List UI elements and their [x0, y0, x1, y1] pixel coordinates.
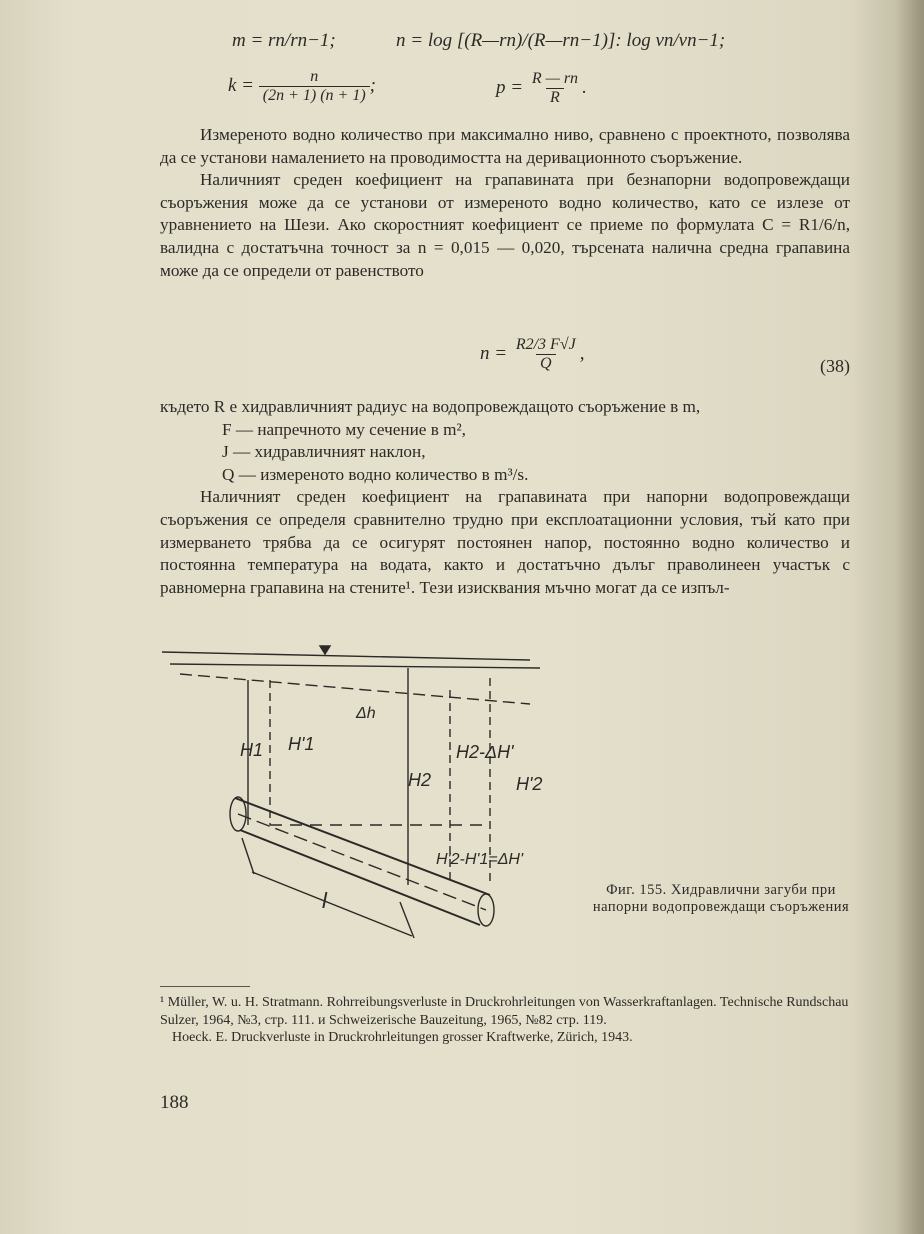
footnote-rule [160, 986, 250, 987]
equation-38-denominator: Q [536, 354, 556, 373]
body-text-middle [160, 396, 850, 599]
equation-38: n = $\frac{R2/3 F√J}{Q}$ , [480, 336, 585, 372]
definition-Q: Q — измереното водно количество в m³/s. [222, 464, 529, 484]
paragraph-2: Наличният среден коефициент на грапавината при безнапорни водопровеждащи съоръжения може да се установи от измереното водно количество, като се излезе от уравнението на Шези. Ако скоростният коефициент се приеме по формулата C = R1/6/n, валидна с достатъчна точност за n = 0,015 — 0,020, търсената налична средна грапавина може да се определи от равенството [160, 170, 850, 280]
formula-k: k = $\frac{n}{(2n + 1) (n + 1)}$ ; [228, 68, 376, 104]
length-extension-left [242, 838, 254, 874]
formula-p-lhs: p = [496, 76, 524, 98]
page-number: 188 [160, 1092, 189, 1113]
definitions-lead: където R е хидравличният радиус на водопровеждащото съоръжение в m, [160, 397, 701, 416]
formula-p-numerator: R — rn [531, 70, 579, 87]
formula-m: m = rn/rn−1; [232, 30, 336, 51]
length-dimension-line [252, 872, 412, 936]
formula-p-denominator: R [546, 88, 564, 107]
definition-J: J — хидравличният наклон, [222, 442, 426, 462]
page-spine-shadow [896, 0, 924, 1234]
upper-level-line [170, 664, 540, 668]
definition-F: F — напречното му сечение в m², [222, 419, 466, 439]
footnote-2: Hoeck. E. Druckverluste in Druckrohrleitungen grosser Kraftwerke, Zürich, 1943. [172, 1030, 633, 1045]
label-H2-dH: H2-ΔH' [456, 742, 514, 762]
label-difference: H'2-H'1=ΔH' [436, 851, 524, 868]
formula-n: n = log [(R—rn)/(R—rn−1)]: log vn/vn−1; [396, 30, 726, 51]
formula-p-fraction [528, 70, 582, 107]
formula-k-lhs: k = [228, 74, 255, 96]
formula-k-fraction [259, 68, 370, 105]
footnote-1: ¹ Müller, W. u. H. Stratmann. Rohrreibungsverluste in Druckrohrleitungen von Wasserkraftanlagen. Technische Rundschau Sulzer, 1964, №3, стр. 111. и Schweizerische Bauzeitung, 1965, №82 стр. 119. [160, 995, 849, 1028]
formula-k-numerator: n [310, 68, 319, 85]
energy-line [180, 674, 530, 704]
formula-k-denominator: (2n + 1) (n + 1) [259, 86, 370, 105]
footnotes [160, 994, 850, 1047]
paragraph-1: Измереното водно количество при максимално ниво, сравнено с проектното, позволява да се установи намалението на проводимостта на деривационното съоръжение. [160, 125, 850, 167]
equation-38-line [160, 336, 850, 396]
body-text-top [160, 124, 850, 282]
equation-38-fraction [512, 336, 580, 373]
label-length: l [322, 888, 327, 913]
label-H2p: H'2 [516, 774, 543, 794]
figure-caption: Фиг. 155. Хидравлични загуби при напорни водопровеждащи съоръжения [592, 882, 850, 915]
paragraph-3: Наличният среден коефициент на грапавината при напорни водопровеждащи съоръжения се определя сравнително трудно при експлоатационни условия, тъй като при измерването трябва да се осигурят постоянен напор, постоянно водно количество и постоянна температура на водата, както и достатъчно дълъг праволинеен участък с равномерна грапавина на стените¹. Тези изисквания мъчно могат да се изпъл- [160, 487, 850, 597]
pressure-pipe-figure [160, 640, 600, 940]
label-H2: H2 [408, 770, 432, 790]
label-H1: H1 [240, 740, 264, 760]
label-H1p: H'1 [288, 734, 315, 754]
water-level-marker-icon [320, 646, 330, 654]
water-surface-line [162, 652, 530, 660]
equation-38-numerator: R2/3 F√J [515, 336, 576, 353]
label-dh: Δh [356, 705, 376, 722]
formula-p: p = $\frac{R — rn}{R}$ . [496, 70, 587, 106]
equation-38-lhs: n = [480, 342, 508, 364]
equation-38-number: (38) [820, 356, 850, 376]
